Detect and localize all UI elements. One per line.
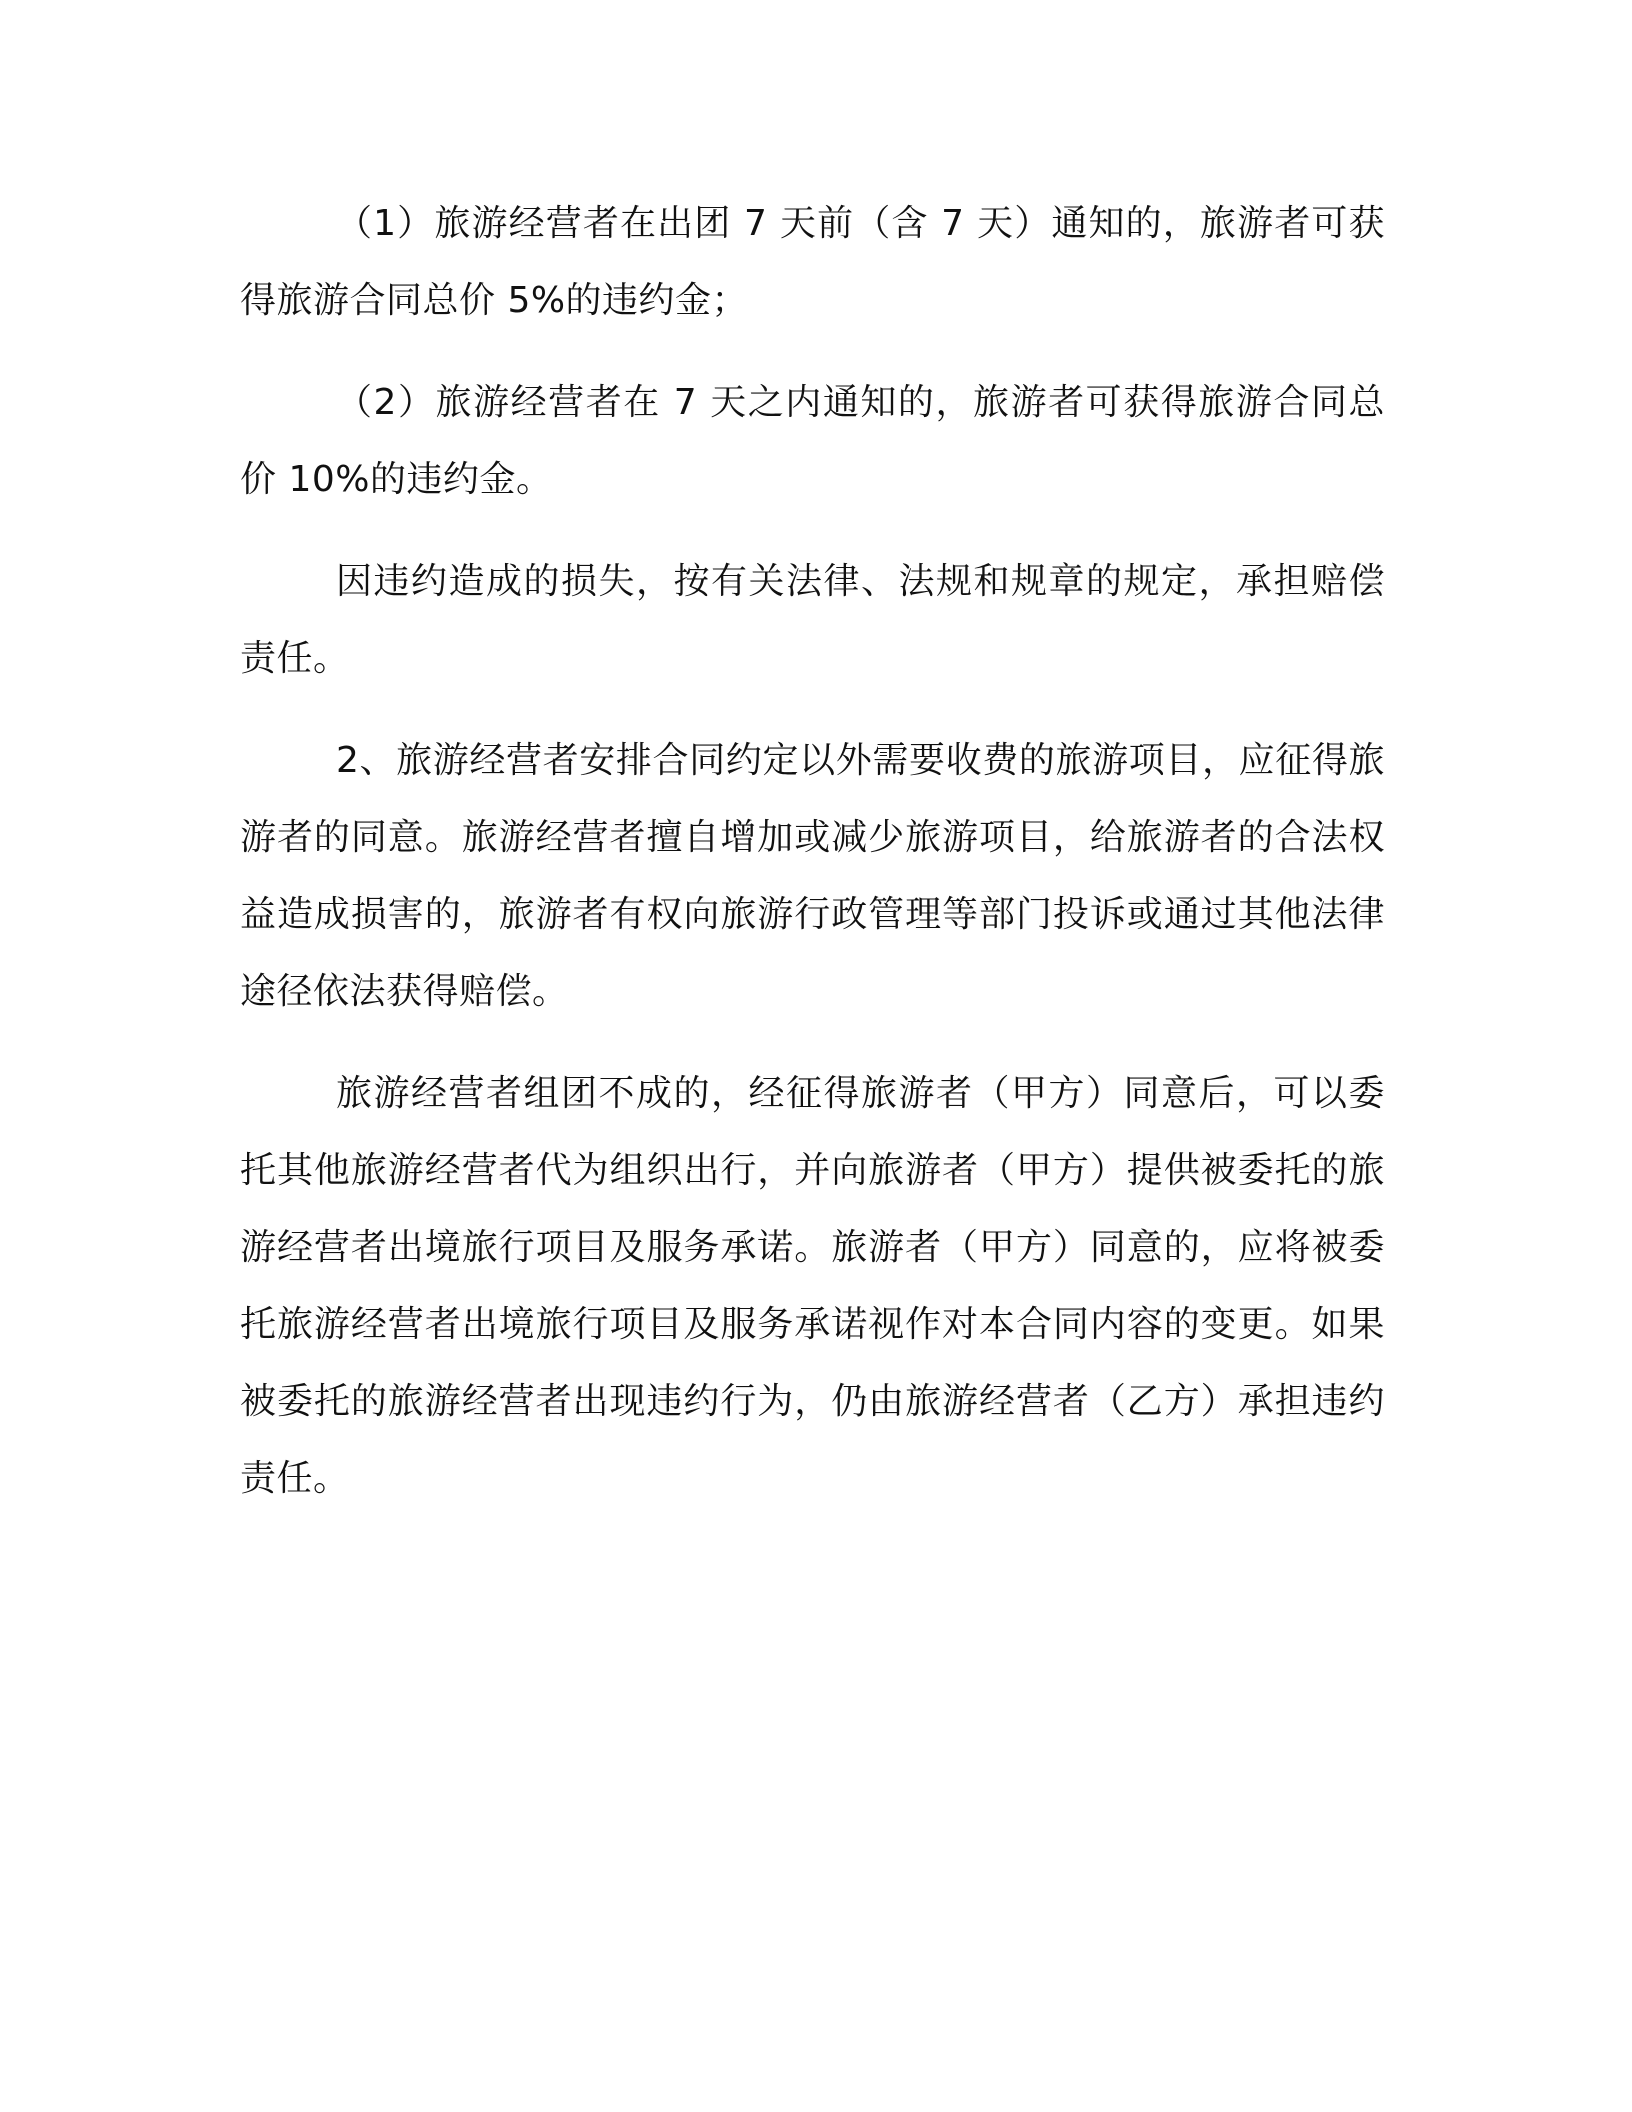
clause-2-paragraph: （2）旅游经营者在 7 天之内通知的，旅游者可获得旅游合同总价 10%的违约金。 <box>240 382 1385 500</box>
document-body <box>240 185 1385 1542</box>
delegation-paragraph: 旅游经营者组团不成的，经征得旅游者（甲方）同意后，可以委托其他旅游经营者代为组织出行，并向旅游者（甲方）提供被委托的旅游经营者出境旅行项目及服务承诺。旅游者（甲方）同意的，应将被委托旅游经营者出境旅行项目及服务承诺视作对本合同内容的变更。如果被委托的旅游经营者出现违约行为，仍由旅游经营者（乙方）承担违约责任。 <box>240 1073 1385 1499</box>
clause-1-paragraph: （1）旅游经营者在出团 7 天前（含 7 天）通知的，旅游者可获得旅游合同总价 5%的违约金； <box>240 203 1385 321</box>
liability-paragraph: 因违约造成的损失，按有关法律、法规和规章的规定，承担赔偿责任。 <box>240 561 1385 679</box>
item-2-paragraph: 2、旅游经营者安排合同约定以外需要收费的旅游项目，应征得旅游者的同意。旅游经营者擅自增加或减少旅游项目，给旅游者的合法权益造成损害的，旅游者有权向旅游行政管理等部门投诉或通过其他法律途径依法获得赔偿。 <box>240 740 1385 1012</box>
